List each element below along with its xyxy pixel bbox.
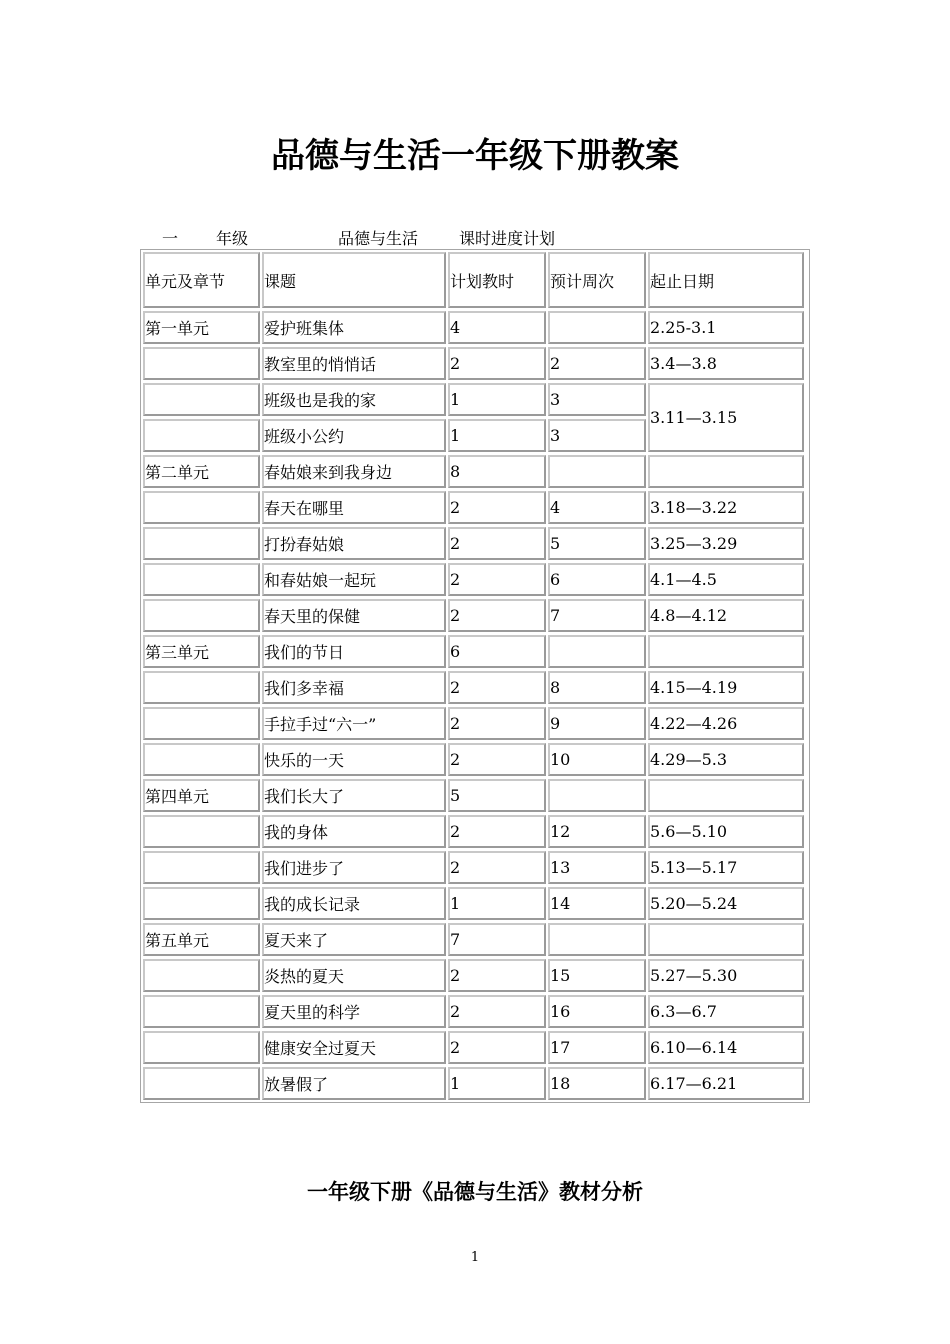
- week-cell: 13: [548, 851, 646, 884]
- week-cell: 3: [548, 383, 646, 416]
- week-cell: [548, 455, 646, 488]
- section-title: 一年级下册《品德与生活》教材分析: [307, 1179, 643, 1204]
- hours-cell: 7: [448, 923, 546, 956]
- hours-cell: 2: [448, 743, 546, 776]
- hours-cell: 2: [448, 527, 546, 560]
- unit-cell: [143, 383, 260, 416]
- unit-cell: [143, 707, 260, 740]
- header-date-cell: 起止日期: [648, 252, 804, 308]
- topic-cell: 夏天里的科学: [262, 995, 446, 1028]
- header-unit-cell: 单元及章节: [143, 252, 260, 308]
- topic-cell: 健康安全过夏天: [262, 1031, 446, 1064]
- week-cell: 18: [548, 1067, 646, 1100]
- week-cell: 5: [548, 527, 646, 560]
- page-number: 1: [470, 1250, 480, 1265]
- hours-cell: 2: [448, 995, 546, 1028]
- week-cell: 6: [548, 563, 646, 596]
- hours-cell: 6: [448, 635, 546, 668]
- date-cell: 4.22—4.26: [648, 707, 804, 740]
- date-cell: [648, 455, 804, 488]
- page-title: 品德与生活一年级下册教案: [271, 136, 679, 176]
- date-cell: 5.13—5.17: [648, 851, 804, 884]
- topic-cell: 我的成长记录: [262, 887, 446, 920]
- unit-cell: [143, 815, 260, 848]
- hours-cell: 1: [448, 419, 546, 452]
- date-cell: 5.27—5.30: [648, 959, 804, 992]
- hours-cell: 8: [448, 455, 546, 488]
- unit-cell: 第三单元: [143, 635, 260, 668]
- unit-cell: [143, 491, 260, 524]
- unit-cell: [143, 671, 260, 704]
- date-cell: 4.8—4.12: [648, 599, 804, 632]
- date-cell: [648, 779, 804, 812]
- week-cell: [548, 779, 646, 812]
- hours-cell: 2: [448, 707, 546, 740]
- hours-cell: 2: [448, 491, 546, 524]
- grade-label: 年级: [216, 229, 249, 248]
- topic-cell: 打扮春姑娘: [262, 527, 446, 560]
- date-cell: 6.10—6.14: [648, 1031, 804, 1064]
- topic-cell: 放暑假了: [262, 1067, 446, 1100]
- unit-cell: [143, 527, 260, 560]
- header-hours-cell: 计划教时: [448, 252, 546, 308]
- header-week-cell: 预计周次: [548, 252, 646, 308]
- date-cell: 4.15—4.19: [648, 671, 804, 704]
- topic-cell: 班级也是我的家: [262, 383, 446, 416]
- topic-cell: 炎热的夏天: [262, 959, 446, 992]
- topic-cell: 和春姑娘一起玩: [262, 563, 446, 596]
- table-caption: [0, 226, 950, 248]
- week-cell: [548, 923, 646, 956]
- header-topic-cell: 课题: [262, 252, 446, 308]
- date-cell: [648, 635, 804, 668]
- topic-cell: 我们的节日: [262, 635, 446, 668]
- unit-cell: [143, 851, 260, 884]
- unit-cell: 第一单元: [143, 311, 260, 344]
- plan-label: 课时进度计划: [459, 229, 556, 248]
- date-cell: 3.11—3.15: [648, 383, 804, 452]
- topic-cell: 我们进步了: [262, 851, 446, 884]
- unit-cell: [143, 599, 260, 632]
- week-cell: [548, 635, 646, 668]
- date-cell: 3.4—3.8: [648, 347, 804, 380]
- hours-cell: 2: [448, 563, 546, 596]
- date-cell: 6.17—6.21: [648, 1067, 804, 1100]
- week-cell: 4: [548, 491, 646, 524]
- hours-cell: 2: [448, 347, 546, 380]
- topic-cell: 我们多幸福: [262, 671, 446, 704]
- grade-number: 一: [162, 229, 179, 248]
- unit-cell: [143, 1031, 260, 1064]
- week-cell: 10: [548, 743, 646, 776]
- week-cell: [548, 311, 646, 344]
- unit-cell: [143, 887, 260, 920]
- hours-cell: 2: [448, 815, 546, 848]
- topic-cell: 班级小公约: [262, 419, 446, 452]
- topic-cell: 我们长大了: [262, 779, 446, 812]
- week-cell: 15: [548, 959, 646, 992]
- topic-cell: 手拉手过“六一”: [262, 707, 446, 740]
- topic-cell: 教室里的悄悄话: [262, 347, 446, 380]
- topic-cell: 春天在哪里: [262, 491, 446, 524]
- week-cell: 16: [548, 995, 646, 1028]
- topic-cell: 春姑娘来到我身边: [262, 455, 446, 488]
- hours-cell: 2: [448, 1031, 546, 1064]
- unit-cell: [143, 959, 260, 992]
- unit-cell: 第四单元: [143, 779, 260, 812]
- topic-cell: 快乐的一天: [262, 743, 446, 776]
- week-cell: 8: [548, 671, 646, 704]
- unit-cell: [143, 563, 260, 596]
- hours-cell: 1: [448, 1067, 546, 1100]
- unit-cell: 第五单元: [143, 923, 260, 956]
- subject-label: 品德与生活: [338, 229, 419, 248]
- hours-cell: 5: [448, 779, 546, 812]
- hours-cell: 2: [448, 959, 546, 992]
- unit-cell: [143, 1067, 260, 1100]
- unit-cell: [143, 743, 260, 776]
- hours-cell: 1: [448, 383, 546, 416]
- topic-cell: 爱护班集体: [262, 311, 446, 344]
- week-cell: 3: [548, 419, 646, 452]
- topic-cell: 春天里的保健: [262, 599, 446, 632]
- week-cell: 2: [548, 347, 646, 380]
- unit-cell: [143, 347, 260, 380]
- hours-cell: 2: [448, 851, 546, 884]
- hours-cell: 4: [448, 311, 546, 344]
- unit-cell: [143, 419, 260, 452]
- date-cell: 6.3—6.7: [648, 995, 804, 1028]
- date-cell: 2.25-3.1: [648, 311, 804, 344]
- week-cell: 14: [548, 887, 646, 920]
- schedule-table: [140, 249, 810, 1103]
- week-cell: 12: [548, 815, 646, 848]
- topic-cell: 夏天来了: [262, 923, 446, 956]
- date-cell: 3.18—3.22: [648, 491, 804, 524]
- topic-cell: 我的身体: [262, 815, 446, 848]
- hours-cell: 2: [448, 599, 546, 632]
- unit-cell: 第二单元: [143, 455, 260, 488]
- date-cell: 4.29—5.3: [648, 743, 804, 776]
- date-cell: 4.1—4.5: [648, 563, 804, 596]
- date-cell: 3.25—3.29: [648, 527, 804, 560]
- hours-cell: 1: [448, 887, 546, 920]
- week-cell: 17: [548, 1031, 646, 1064]
- hours-cell: 2: [448, 671, 546, 704]
- date-cell: 5.6—5.10: [648, 815, 804, 848]
- week-cell: 7: [548, 599, 646, 632]
- week-cell: 9: [548, 707, 646, 740]
- unit-cell: [143, 995, 260, 1028]
- date-cell: 5.20—5.24: [648, 887, 804, 920]
- date-cell: [648, 923, 804, 956]
